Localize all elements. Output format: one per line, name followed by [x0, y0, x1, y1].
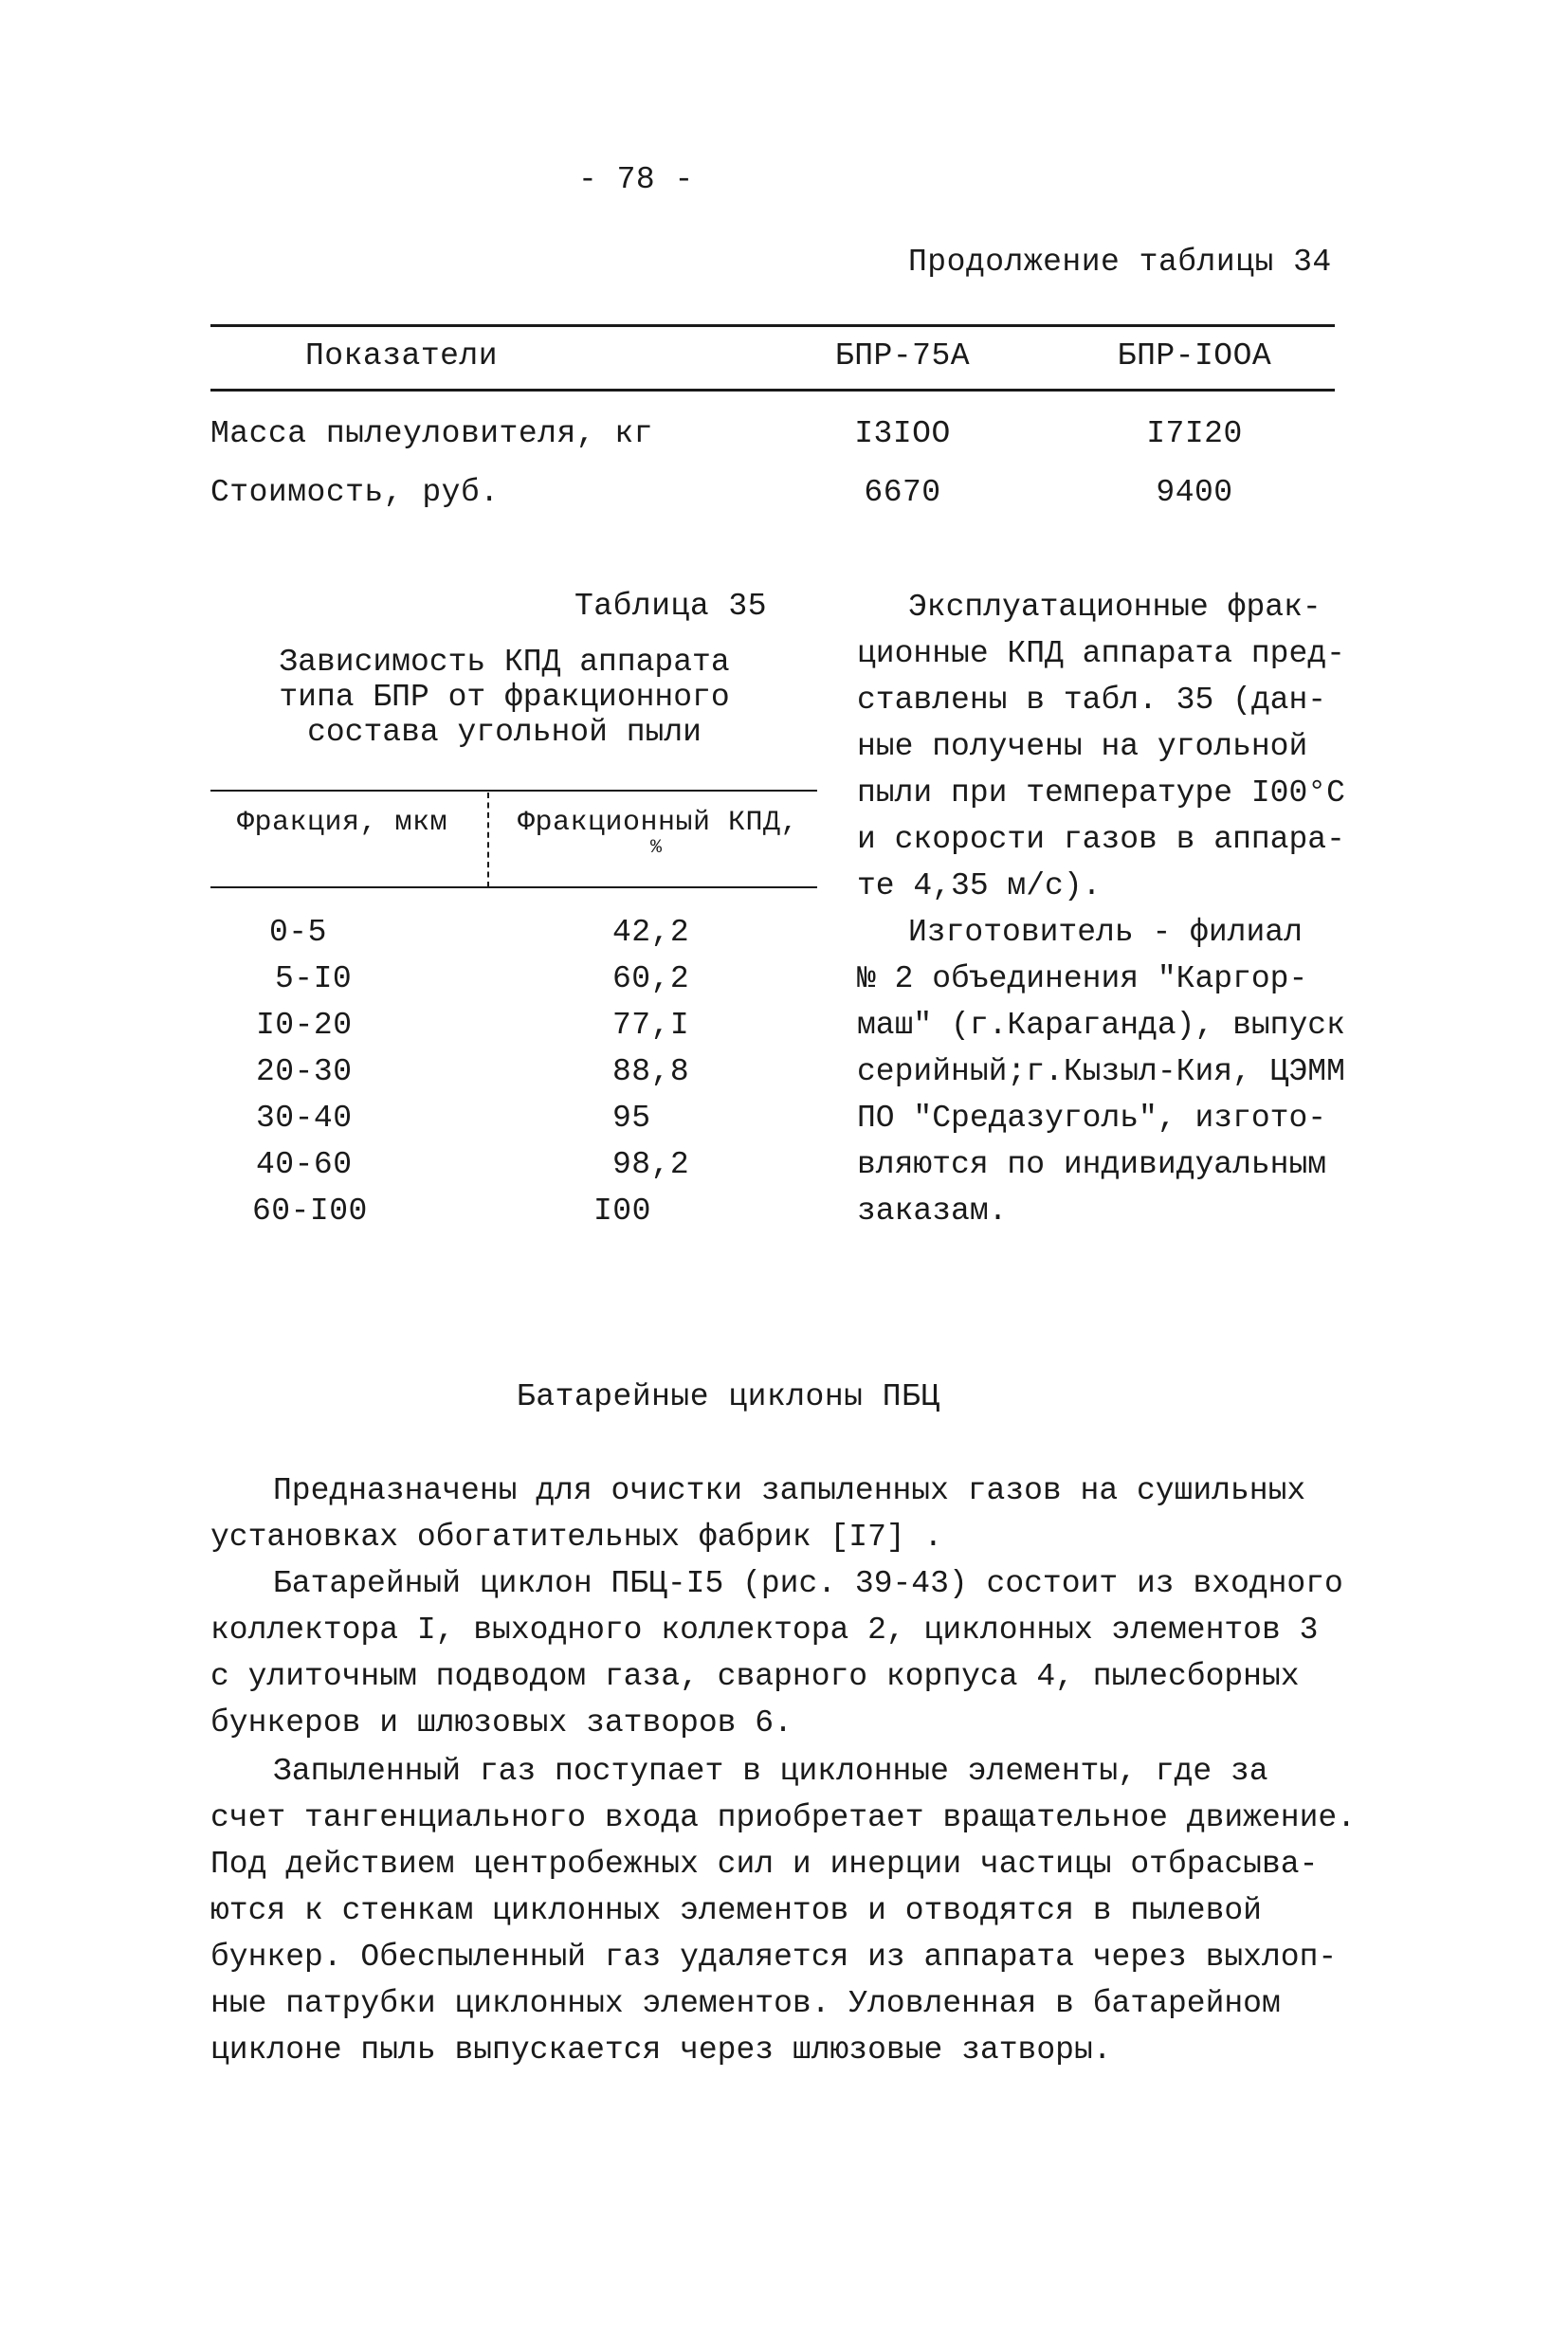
table34-row-label: Стоимость, руб.: [210, 475, 500, 510]
side-text-line: Изготовитель - филиал: [908, 915, 1303, 950]
paragraph-line: Предназначены для очистки запыленных газов на сушильных: [273, 1473, 1306, 1508]
table35-fraction: 0-5: [269, 915, 327, 950]
table35-title-line: состава угольной пыли: [307, 715, 702, 750]
table34-header-rule: [210, 389, 1335, 392]
table34-row-label: Масса пылеуловителя, кг: [210, 416, 653, 451]
paragraph-line: Под действием центробежных сил и инерции частицы отбрасыва-: [210, 1847, 1319, 1882]
table34-row-value-bpr75a: I3IOO: [854, 416, 951, 451]
table35-fraction: I0-20: [256, 1008, 353, 1043]
paragraph-3: [210, 1748, 1356, 2073]
table35-kpd: 95: [612, 1101, 651, 1136]
table35-column-divider: [487, 793, 489, 887]
table-row: [210, 470, 1335, 516]
table35-title: [210, 645, 798, 750]
side-text-line: заказам.: [857, 1194, 1008, 1229]
section-heading: Батарейные циклоны ПБЦ: [517, 1379, 940, 1414]
table-continuation-label: Продолжение таблицы 34: [908, 245, 1332, 280]
paragraph-2: [210, 1560, 1343, 1746]
side-text-line: Эксплуатационные фрак-: [908, 590, 1322, 625]
side-text-line: ные получены на угольной: [857, 729, 1308, 764]
table34-header-indicators: Показатели: [305, 338, 499, 374]
paragraph-line: коллектора I, выходного коллектора 2, циклонных элементов 3: [210, 1613, 1319, 1648]
table35-label: Таблица 35: [574, 589, 768, 624]
side-text-line: № 2 объединения "Каргор-: [857, 961, 1308, 996]
table35-kpd: 42,2: [612, 915, 690, 950]
table35-header-kpd-unit: %: [650, 837, 663, 859]
side-text-line: вляются по индивидуальным: [857, 1147, 1327, 1182]
paragraph-line: ные патрубки циклонных элементов. Уловленная в батарейном: [210, 1986, 1281, 2021]
side-text-line: и скорости газов в аппара-: [857, 822, 1345, 857]
table34-row-value-bpr100a: 9400: [1156, 475, 1233, 510]
side-text-line: ставлены в табл. 35 (дан-: [857, 683, 1327, 718]
table35-fraction: 40-60: [256, 1147, 353, 1182]
table35-kpd: I00: [593, 1194, 651, 1229]
paragraph-1: [210, 1467, 1305, 1560]
side-text-line: ПО "Средазуголь", изгото-: [857, 1101, 1327, 1136]
table35-title-line: Зависимость КПД аппарата: [279, 645, 730, 680]
side-text-line: маш" (г.Караганда), выпуск: [857, 1008, 1345, 1043]
table34-header-bpr100a: БПР-IOOA: [1117, 338, 1272, 374]
table-row: [210, 411, 1335, 457]
table34-header-bpr75a: БПР-75А: [834, 338, 971, 374]
side-text-line: ционные КПД аппарата пред-: [857, 636, 1345, 671]
table35-fraction: 20-30: [256, 1054, 353, 1089]
table35-kpd: 77,I: [612, 1008, 690, 1043]
paragraph-line: Батарейный циклон ПБЦ-I5 (рис. 39-43) состоит из входного: [273, 1566, 1343, 1601]
paragraph-line: ются к стенкам циклонных элементов и отводятся в пылевой: [210, 1893, 1262, 1928]
side-text-line: серийный;г.Кызыл-Кия, ЦЭММ: [857, 1054, 1345, 1089]
table34-header-row: [210, 334, 1335, 379]
table35-top-rule: [210, 790, 817, 792]
paragraph-line: Запыленный газ поступает в циклонные элементы, где за: [273, 1754, 1268, 1789]
table35-header-fraction: Фракция, мкм: [237, 807, 448, 839]
page-number: - 78 -: [578, 162, 694, 197]
side-text-line: пыли при температуре I00°С: [857, 775, 1345, 811]
paragraph-line: с улиточным подводом газа, сварного корпуса 4, пылесборных: [210, 1659, 1300, 1694]
table34-row-value-bpr100a: I7I20: [1146, 416, 1243, 451]
paragraph-line: счет тангенциального входа приобретает вращательное движение.: [210, 1800, 1356, 1835]
paragraph-line: бункер. Обеспыленный газ удаляется из аппарата через выхлоп-: [210, 1940, 1338, 1975]
table34-row-value-bpr75a: 6670: [864, 475, 941, 510]
table34-top-rule: [210, 324, 1335, 327]
table35-kpd: 60,2: [612, 961, 690, 996]
table35-title-line: типа БПР от фракционного: [279, 680, 730, 715]
table35-kpd: 98,2: [612, 1147, 690, 1182]
table35-header-kpd: Фракционный КПД,: [518, 807, 799, 839]
table35-fraction: 60-I00: [252, 1194, 368, 1229]
paragraph-line: бункеров и шлюзовых затворов 6.: [210, 1705, 793, 1740]
side-text-line: те 4,35 м/с).: [857, 868, 1102, 903]
table35-kpd: 88,8: [612, 1054, 690, 1089]
table35-header-rule: [210, 886, 817, 888]
side-text: [857, 584, 1345, 1234]
paragraph-line: циклоне пыль выпускается через шлюзовые затворы.: [210, 2032, 1112, 2068]
table35-fraction: 5-I0: [275, 961, 353, 996]
paragraph-line: установках обогатительных фабрик [I7] .: [210, 1520, 943, 1555]
table35-fraction: 30-40: [256, 1101, 353, 1136]
